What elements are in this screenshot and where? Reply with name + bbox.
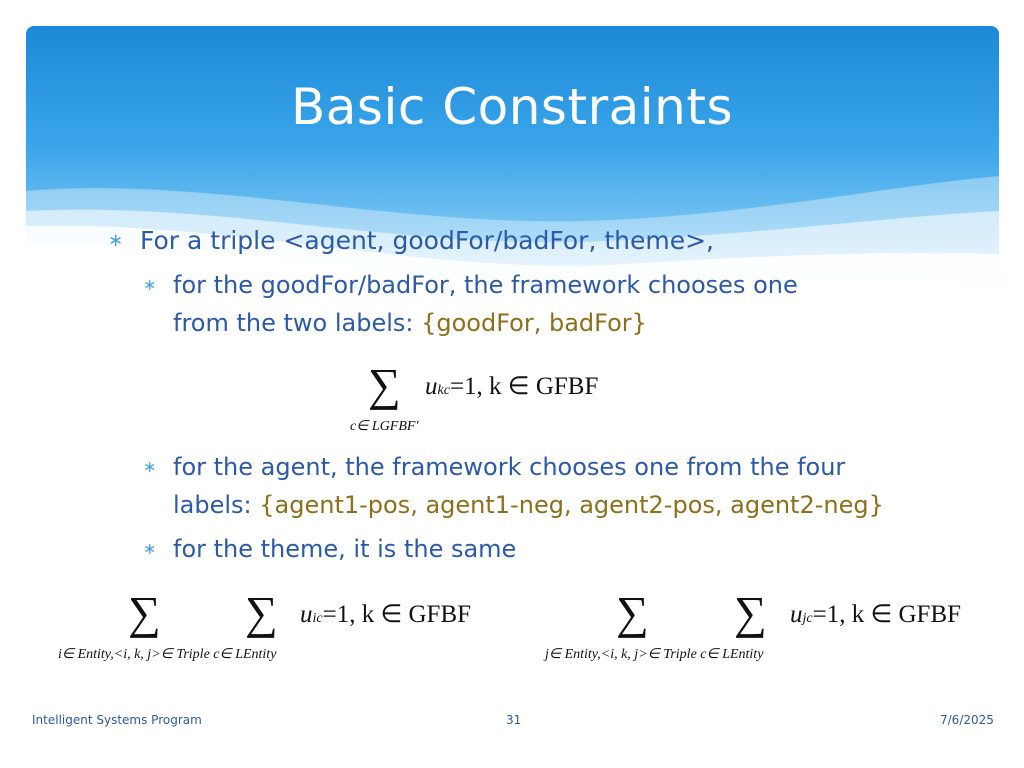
sum-symbol: ∑ — [368, 359, 401, 410]
equation-variable: u — [425, 373, 438, 400]
bullet-level2-gfbf — [143, 266, 798, 342]
equation-rhs: =1, k ∈ GFBF — [449, 373, 599, 400]
label-set-highlight: {goodFor, badFor} — [421, 309, 647, 337]
bullet-level2-agent — [143, 448, 884, 524]
equation-subscript: jc — [802, 611, 813, 626]
bullet-text-line1: for the goodFor/badFor, the framework chooses one — [173, 271, 798, 299]
equation-rhs: =1, k ∈ GFBF — [322, 601, 472, 628]
equation-1-expression — [425, 371, 598, 401]
equation-subscript: kc — [437, 383, 450, 398]
sum-symbol: ∑ — [734, 587, 767, 638]
bullet-text: for the theme, it is the same — [173, 535, 517, 563]
equation-1-lower-bound: c∈ LGFBF' — [350, 419, 419, 434]
sum-symbol: ∑ — [616, 587, 649, 638]
bullet-level1 — [108, 226, 714, 256]
footer-left: Intelligent Systems Program — [32, 713, 202, 727]
bullet-text-line2 — [173, 486, 884, 524]
equation-rhs: =1, k ∈ GFBF — [812, 601, 962, 628]
asterisk-bullet-icon: ∗ — [108, 230, 124, 251]
label-set-highlight: {agent1-pos, agent1-neg, agent2-pos, agent2-neg} — [259, 491, 884, 519]
equation-3-lower-bound: j∈ Entity,<i, k, j>∈ Triple c∈ LEntity — [545, 647, 764, 662]
bullet-text: For a triple <agent, goodFor/badFor, theme>, — [140, 226, 714, 255]
bullet-text-line2 — [173, 304, 798, 342]
bullet-text-prefix: labels: — [173, 491, 260, 519]
footer-date: 7/6/2025 — [940, 713, 994, 727]
bullet-text-line1: for the agent, the framework chooses one from the four — [173, 453, 846, 481]
bullet-level2-theme — [143, 530, 517, 568]
asterisk-bullet-icon: ∗ — [143, 457, 157, 476]
sum-symbol: ∑ — [245, 587, 278, 638]
asterisk-bullet-icon: ∗ — [143, 275, 157, 294]
equation-variable: u — [300, 601, 313, 628]
footer-page-number: 31 — [506, 713, 522, 727]
equation-2-expression — [300, 599, 471, 629]
sum-symbol: ∑ — [128, 587, 161, 638]
equation-subscript: ic — [312, 611, 323, 626]
bullet-text-prefix: from the two labels: — [173, 309, 422, 337]
equation-variable: u — [790, 601, 803, 628]
slide-title: Basic Constraints — [290, 78, 734, 136]
asterisk-bullet-icon: ∗ — [143, 539, 157, 558]
equation-3-expression — [790, 599, 961, 629]
equation-2-lower-bound: i∈ Entity,<i, k, j>∈ Triple c∈ LEntity — [58, 647, 277, 662]
